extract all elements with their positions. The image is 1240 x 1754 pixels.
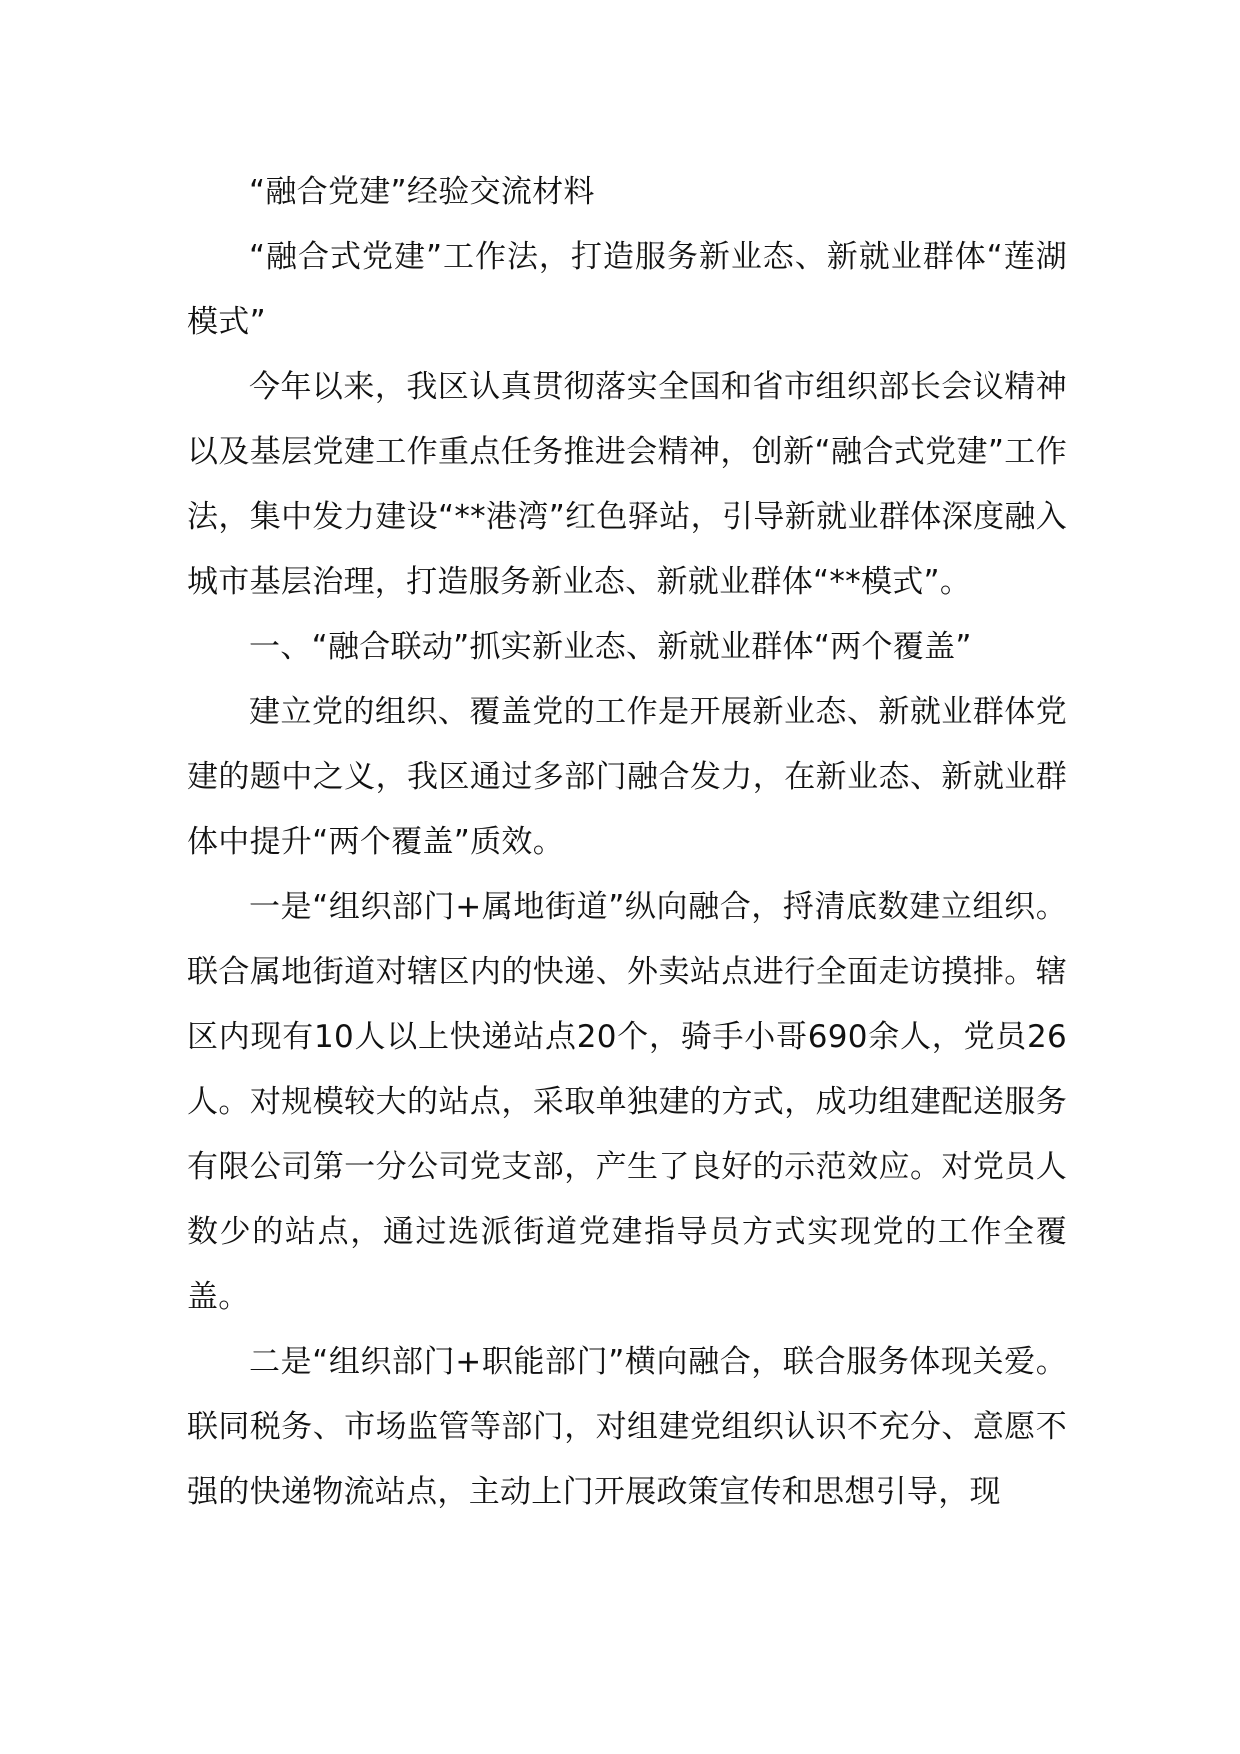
paragraph-item-2: 二是“组织部门+职能部门”横向融合，联合服务体现关爱。联同税务、市场监管等部门，对组建党组织认识不充分、意愿不强的快递物流站点，主动上门开展政策宣传和思想引导，现 bbox=[187, 1344, 1067, 1510]
document-subtitle: “融合式党建”工作法，打造服务新业态、新就业群体“莲湖模式” bbox=[187, 239, 1067, 340]
paragraph-item-1: 一是“组织部门+属地街道”纵向融合，捋清底数建立组织。联合属地街道对辖区内的快递、外卖站点进行全面走访摸排。辖区内现有10人以上快递站点20个，骑手小哥690余人，党员26人。对规模较大的站点，采取单独建的方式，成功组建配送服务有限公司第一分公司党支部，产生了良好的示范效应。对党员人数少的站点，通过选派街道党建指导员方式实现党的工作全覆盖。 bbox=[187, 889, 1067, 1315]
document-title: “融合党建”经验交流材料 bbox=[249, 174, 595, 210]
paragraph-section-1: 建立党的组织、覆盖党的工作是开展新业态、新就业群体党建的题中之义，我区通过多部门融合发力，在新业态、新就业群体中提升“两个覆盖”质效。 bbox=[187, 694, 1067, 860]
paragraph-intro: 今年以来，我区认真贯彻落实全国和省市组织部长会议精神以及基层党建工作重点任务推进会精神，创新“融合式党建”工作法，集中发力建设“**港湾”红色驿站，引导新就业群体深度融入城市基层治理，打造服务新业态、新就业群体“**模式”。 bbox=[187, 369, 1067, 600]
document-body bbox=[187, 160, 1067, 1525]
section-heading-1: 一、“融合联动”抓实新业态、新就业群体“两个覆盖” bbox=[249, 629, 972, 665]
